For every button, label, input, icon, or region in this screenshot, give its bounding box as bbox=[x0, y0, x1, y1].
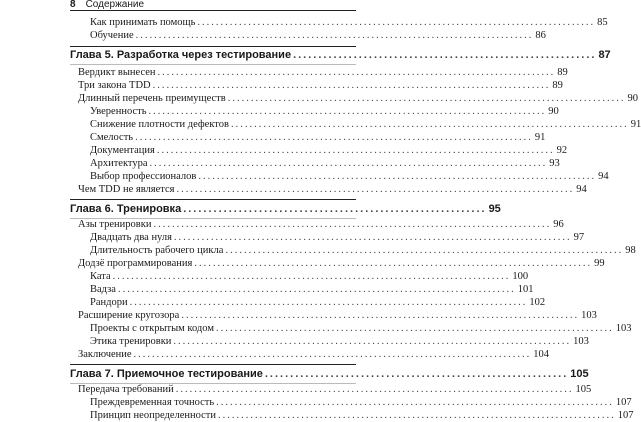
toc-entry: Вадза ...................................................................................... 101 bbox=[90, 284, 534, 295]
toc-entry: Додзё программирования ...................................................................................... 99 bbox=[78, 258, 605, 269]
toc-entry: Длинный перечень преимуществ ...................................................................................... 90 bbox=[78, 93, 638, 104]
toc-entry: Обучение ...................................................................................... 86 bbox=[90, 30, 546, 41]
chapter-divider bbox=[70, 364, 356, 365]
toc-entry: Как принимать помощь ...................................................................................... 85 bbox=[90, 17, 608, 28]
toc bbox=[70, 0, 641, 421]
page-number: 8 bbox=[70, 0, 76, 10]
toc-entry: Длительность рабочего цикла ...................................................................................... 98 bbox=[90, 245, 636, 256]
toc-entry: Вердикт вынесен ...................................................................................... 89 bbox=[78, 67, 568, 78]
toc-entry: Преждевременная точность ...................................................................................... 107 bbox=[90, 397, 632, 408]
toc-entry: Выбор профессионалов ...................................................................................... 94 bbox=[90, 171, 609, 182]
toc-entry: Документация ...................................................................................... 92 bbox=[90, 145, 568, 156]
toc-entry: Двадцать два нуля ...................................................................................... 97 bbox=[90, 232, 585, 243]
toc-entry: Передача требований ...................................................................................... 105 bbox=[78, 384, 592, 395]
chapter-divider bbox=[70, 64, 356, 65]
toc-entry: Азы тренировки ...................................................................................... 96 bbox=[78, 219, 564, 230]
chapter-heading: Глава 5. Разработка через тестирование ............................................................ 87 bbox=[70, 49, 611, 61]
running-head-title: Содержание bbox=[85, 0, 145, 10]
toc-entry: Расширение кругозора ...................................................................................... 103 bbox=[78, 310, 597, 321]
toc-entry: Заключение ...................................................................................... 104 bbox=[78, 349, 550, 360]
toc-entry: Чем TDD не является ...................................................................................... 94 bbox=[78, 184, 587, 195]
chapter-divider bbox=[70, 199, 356, 200]
toc-entry: Рандори ...................................................................................... 102 bbox=[90, 297, 546, 308]
chapter-heading: Глава 6. Тренировка ............................................................ 95 bbox=[70, 203, 501, 215]
toc-entry: Ката ...................................................................................... 100 bbox=[90, 271, 529, 282]
toc-entry: Принцип неопределенности ...................................................................................... 107 bbox=[90, 410, 634, 421]
chapter-divider bbox=[70, 46, 356, 47]
toc-entry: Снижение плотности дефектов ...................................................................................... 91 bbox=[90, 119, 641, 130]
toc-entry: Проекты с открытым кодом ...................................................................................... 103 bbox=[90, 323, 632, 334]
toc-entry: Смелость ...................................................................................... 91 bbox=[90, 132, 546, 143]
toc-entry: Архитектура ...................................................................................... 93 bbox=[90, 158, 560, 169]
toc-entry: Уверенность ...................................................................................... 90 bbox=[90, 106, 559, 117]
toc-entry: Три закона TDD ...................................................................................... 89 bbox=[78, 80, 563, 91]
chapter-heading: Глава 7. Приемочное тестирование ............................................................ 105 bbox=[70, 368, 589, 380]
toc-entry: Этика тренировки ...................................................................................... 103 bbox=[90, 336, 589, 347]
